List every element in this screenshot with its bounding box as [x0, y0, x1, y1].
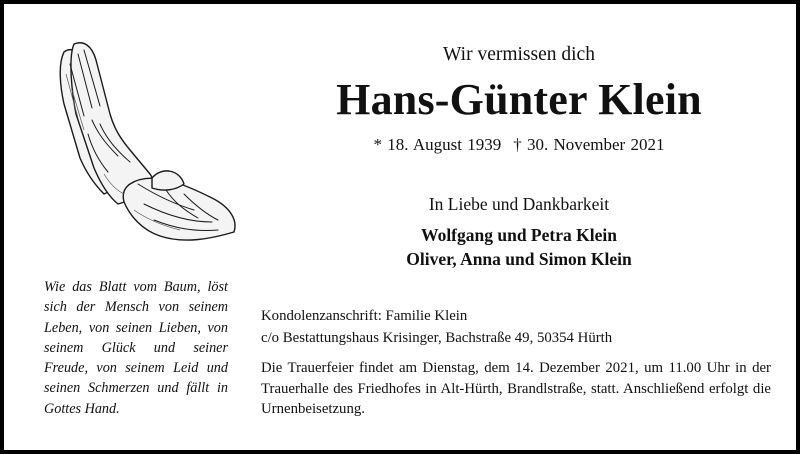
condolence-line-1: Kondolenzanschrift: Familie Klein [261, 308, 468, 324]
condolence-line-2: c/o Bestattungshaus Krisinger, Bachstraße 49, 50354 Hürth [261, 330, 613, 346]
tagline: Wir vermissen dich [443, 44, 595, 65]
ceremony-info: Die Trauerfeier findet am Dienstag, dem 14. Dezember 2021, um 11.00 Uhr in der Trauerhalle des Friedhofes in Alt-Hürth, Brandlstraße, statt. Anschließend erfolgt die Urnenbeisetzung. [261, 360, 771, 417]
memorial-verse: Wie das Blatt vom Baum, löst sich der Mensch von seinem Leben, von seinen Lieben, von seinem Glück und seiner Freude, von seinem Leid und seinen Schmerzen und fällt in Gottes Hand. [44, 279, 228, 417]
family-line-2: Oliver, Anna und Simon Klein [406, 249, 632, 269]
praying-hands-icon [34, 34, 239, 249]
condolence-address [261, 305, 781, 349]
love-line: In Liebe und Dankbarkeit [428, 194, 610, 214]
family-line-1: Wolfgang und Petra Klein [421, 225, 617, 245]
death-date: † 30. November 2021 [513, 135, 665, 154]
deceased-name: Hans-Günter Klein [336, 75, 702, 124]
life-dates [244, 135, 794, 155]
birth-date: * 18. August 1939 [373, 135, 502, 154]
